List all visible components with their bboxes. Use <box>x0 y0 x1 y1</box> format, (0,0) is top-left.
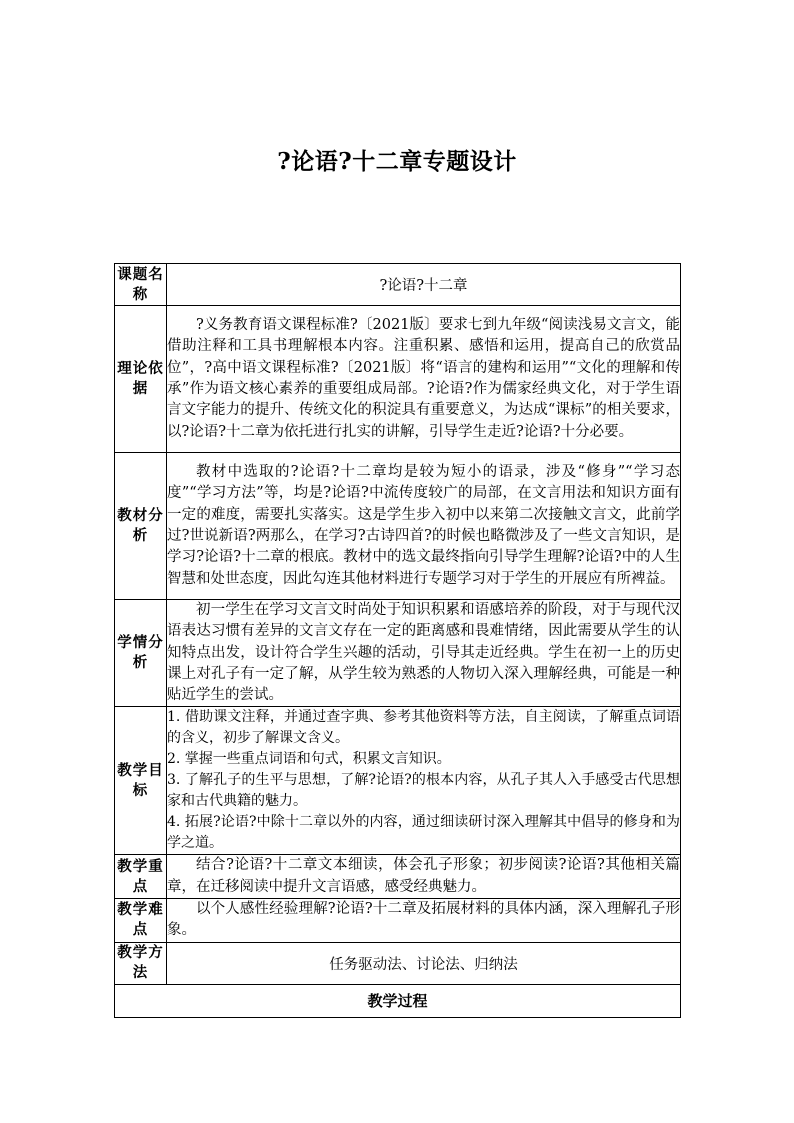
label-objectives: 教学目标 <box>115 707 167 855</box>
header-process: 教学过程 <box>115 984 681 1017</box>
label-method: 教学方法 <box>115 942 167 984</box>
row-method <box>115 942 681 984</box>
list-objectives <box>167 707 681 855</box>
row-topic <box>115 264 681 306</box>
label-difficulty: 教学难点 <box>115 899 167 943</box>
document-title: ?论语?十二章专题设计 <box>277 148 517 175</box>
row-difficulty <box>115 899 681 943</box>
label-theory: 理论依据 <box>115 306 167 453</box>
text-material: 教材中选取的?论语?十二章均是较为短小的语录，涉及“修身”“学习态度”“学习方法”等，均是?论语?中流传度较广的局部，在文言用法和知识方面有一定的难度，需要扎实落实。这是学生步入初中以来第二次接触文言文，此前学过?世说新语?两那么，在学习?古诗四首?的时候也略微涉及了一些文言知识，是学习?论语?十二章的根底。教材中的选文最终指向引导学生理解?论语?中的人生智慧和处世态度，因此勾连其他材料进行专题学习对于学生的开展应有所裨益。 <box>167 453 681 600</box>
text-theory: ?义务教育语文课程标准?〔2021版〕要求七到九年级“阅读浅易文言文，能借助注释和工具书理解根本内容。注重积累、感悟和运用，提高自己的欣赏品位”，?高中语文课程标准?〔2021版〕将“语言的建构和运用”“文化的理解和传承”作为语文核心素养的重要组成局部。?论语?作为儒家经典文化，对于学生语言文字能力的提升、传统文化的积淀具有重要意义，为达成“课标”的相关要求，以?论语?十二章为依托进行扎实的讲解，引导学生走近?论语?十分必要。 <box>167 306 681 453</box>
row-objectives <box>115 707 681 855</box>
label-topic: 课题名称 <box>115 264 167 306</box>
label-learners: 学情分析 <box>115 600 167 707</box>
row-material <box>115 453 681 600</box>
value-topic: ?论语?十二章 <box>167 264 681 306</box>
row-theory <box>115 306 681 453</box>
text-learners: 初一学生在学习文言文时尚处于知识积累和语感培养的阶段，对于与现代汉语表达习惯有差异的文言文存在一定的距离感和畏难情绪，因此需要从学生的认知特点出发，设计符合学生兴趣的活动，引导其走近经典。学生在初一上的历史课上对孔子有一定了解，从学生较为熟悉的人物切入深入理解经典，可能是一种贴近学生的尝试。 <box>167 600 681 707</box>
row-process <box>115 984 681 1017</box>
objective-item: 4. 拓展?论语?中除十二章以外的内容，通过细读研讨深入理解其中倡导的修身和为学之道。 <box>167 814 680 852</box>
row-focus <box>115 855 681 899</box>
text-difficulty: 以个人感性经验理解?论语?十二章及拓展材料的具体内涵，深入理解孔子形象。 <box>167 899 681 943</box>
label-focus: 教学重点 <box>115 855 167 899</box>
value-method: 任务驱动法、讨论法、归纳法 <box>167 942 681 984</box>
row-learners <box>115 600 681 707</box>
text-focus: 结合?论语?十二章文本细读，体会孔子形象；初步阅读?论语?其他相关篇章，在迁移阅读中提升文言语感，感受经典魅力。 <box>167 855 681 899</box>
lesson-plan-table <box>114 263 681 1018</box>
objective-item: 3. 了解孔子的生平与思想，了解?论语?的根本内容，从孔子其人入手感受古代思想家和古代典籍的魅力。 <box>167 772 680 810</box>
objective-item: 1. 借助课文注释，并通过查字典、参考其他资料等方法，自主阅读，了解重点词语的含义，初步了解课文含义。 <box>167 709 680 747</box>
objective-item: 2. 掌握一些重点词语和句式，积累文言知识。 <box>167 751 451 768</box>
label-material: 教材分析 <box>115 453 167 600</box>
